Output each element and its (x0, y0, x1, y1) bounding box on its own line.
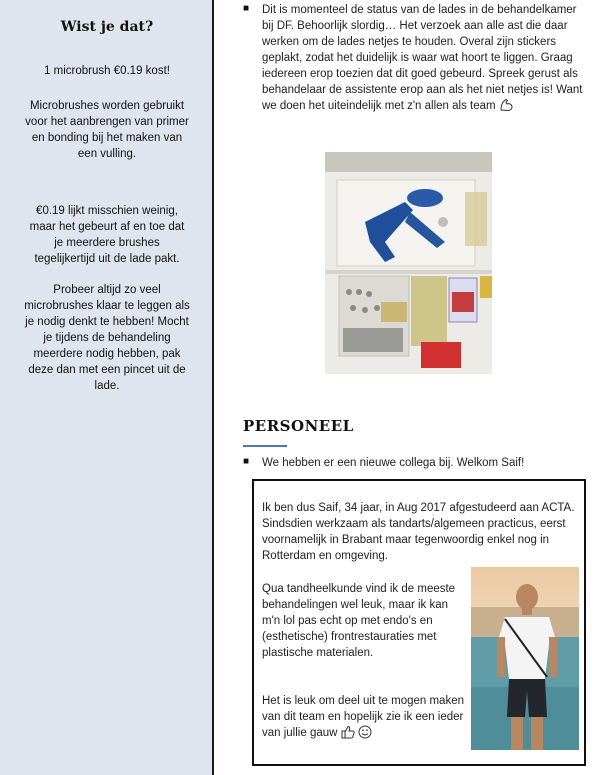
intro-paragraph-closing (262, 693, 467, 744)
heading-underline (243, 445, 287, 447)
drawer-status-text: Dit is momenteel de status van de lades in de behandelkamer bij DF. Behoorlijk slordig… Het verzoek aan alle ast die daar werken om de lades netjes te houden. Overal zijn stickers geplakt, zodat het duidelijk is waar wat hoort te liggen. Graag iedereen erop toezien dat dit goed gebeurd. Spreek gerust als behandelaar de assistente erop aan als het niet netjes is! Want we doen het uiteindelijk met z'n allen als team (262, 4, 583, 112)
sidebar-paragraph-tip: Probeer altijd zo veel microbrushes klaar te leggen als je nodig denkt te hebben! Mocht je tijdens de behandeling meerdere nodig hebben, pak deze dan met een pincet uit de lade. (24, 284, 190, 392)
sidebar (0, 0, 214, 775)
sidebar-paragraph-cost: €0.19 lijkt misschien weinig, maar het gebeurt af en toe dat je meerdere brushes tegelijkertijd uit de lade pakt. (29, 205, 185, 265)
drawer-photo (325, 152, 492, 374)
person-photo (471, 567, 579, 750)
intro-closing-text: Het is leuk om deel uit te mogen maken van dit team en hopelijk zie ik een ieder van jullie gauw (262, 695, 464, 739)
drawer-status-paragraph (262, 2, 584, 117)
intro-paragraph-interests: Qua tandheelkunde vind ik de meeste behandelingen wel leuk, maar ik kan m'n lol pas echt op met endo's en (esthetische) frontrestauraties met plastische materialen. (262, 583, 456, 659)
section-heading: PERSONEEL (243, 417, 354, 435)
sidebar-title: Wist je dat? (60, 19, 154, 35)
square-bullet-icon: ■ (243, 3, 250, 14)
smiling-face-icon (358, 725, 372, 744)
intro-paragraph-background: Ik ben dus Saif, 34 jaar, in Aug 2017 afgestudeerd aan ACTA. Sindsdien werkzaam als tandarts/algemeen practicus, eerst voornamelijk in Brabant maar tegenwoordig enkel nog in Rotterdam en omgeving. (262, 502, 575, 562)
sidebar-fact: 1 microbrush €0.19 kost! (44, 65, 170, 77)
sidebar-paragraph-usage: Microbrushes worden gebruikt voor het aanbrengen van primer en bonding bij het maken van een vulling. (25, 100, 189, 160)
new-colleague-text: We hebben er een nieuwe collega bij. Welkom Saif! (262, 457, 525, 469)
thumbs-up-icon (341, 725, 355, 744)
square-bullet-icon: ■ (243, 456, 250, 467)
flexed-biceps-icon (499, 98, 514, 117)
